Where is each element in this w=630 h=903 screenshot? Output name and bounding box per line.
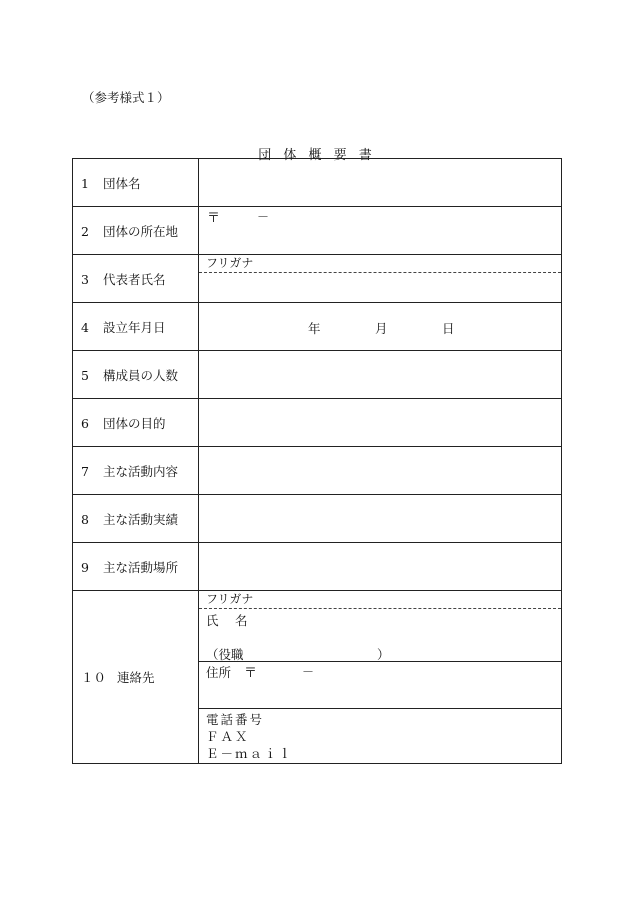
postal-dash: － <box>302 665 315 679</box>
row-label <box>73 303 199 351</box>
activities-field[interactable] <box>199 447 562 495</box>
table-row <box>73 303 562 351</box>
row-number: １０ <box>81 670 107 685</box>
row-label-text: 団体名 <box>103 175 141 191</box>
row-number: 2 <box>81 223 89 239</box>
postal-mark: 〒 <box>207 211 221 226</box>
contact-name-section[interactable] <box>199 591 561 662</box>
row-number: 5 <box>81 367 89 383</box>
year-label: 年 <box>308 321 321 336</box>
row-label <box>73 591 199 764</box>
table-row <box>73 399 562 447</box>
table-row <box>73 159 562 207</box>
position-label: （役職 <box>206 647 244 662</box>
email-label: Ｅ－ｍａｉｌ <box>206 746 294 761</box>
table-row <box>73 351 562 399</box>
table-row <box>73 495 562 543</box>
row-label-text: 構成員の人数 <box>103 367 179 383</box>
table-row <box>73 543 562 591</box>
row-label-text: 設立年月日 <box>103 319 166 335</box>
name-label: 氏 名 <box>206 613 250 628</box>
representative-name-field[interactable] <box>199 255 562 303</box>
position-close-paren: ） <box>377 647 390 662</box>
table-row <box>73 255 562 303</box>
row-number: 9 <box>81 559 89 575</box>
row-number: 4 <box>81 319 89 335</box>
contact-address-section[interactable] <box>199 662 561 709</box>
row-label-text: 団体の目的 <box>103 415 166 431</box>
furigana-label: フリガナ <box>199 255 561 273</box>
contact-phone-section[interactable] <box>199 709 561 763</box>
activity-place-field[interactable] <box>199 543 562 591</box>
row-label <box>73 159 199 207</box>
establishment-date-field[interactable] <box>199 303 562 351</box>
row-label <box>73 351 199 399</box>
phone-label: 電話番号 <box>206 712 265 727</box>
row-label-text: 主な活動実績 <box>103 511 179 527</box>
row-label <box>73 543 199 591</box>
row-number: 1 <box>81 175 89 191</box>
postal-dash: － <box>257 210 270 224</box>
contact-field <box>199 591 562 764</box>
row-label-text: 連絡先 <box>117 670 155 685</box>
organization-name-field[interactable] <box>199 159 562 207</box>
address-label: 住所 <box>206 665 232 680</box>
row-label <box>73 255 199 303</box>
row-number: 7 <box>81 463 89 479</box>
table-row <box>73 591 562 764</box>
row-label-text: 団体の所在地 <box>103 223 179 239</box>
row-number: 6 <box>81 415 89 431</box>
row-label-text: 主な活動場所 <box>103 559 179 575</box>
furigana-label: フリガナ <box>199 591 561 609</box>
row-label <box>73 495 199 543</box>
reference-label: （参考様式１） <box>82 90 170 105</box>
table-row <box>73 447 562 495</box>
day-label: 日 <box>442 321 455 336</box>
fax-label: ＦＡＸ <box>206 729 250 744</box>
row-label-text: 代表者氏名 <box>103 271 166 287</box>
document-title: 団 体 概 要 書 <box>258 148 376 163</box>
table-row <box>73 207 562 255</box>
row-label <box>73 399 199 447</box>
purpose-field[interactable] <box>199 399 562 447</box>
row-label <box>73 447 199 495</box>
postal-mark: 〒 <box>244 666 258 681</box>
row-label-text: 主な活動内容 <box>103 463 179 479</box>
row-number: 3 <box>81 271 89 287</box>
row-number: 8 <box>81 511 89 527</box>
achievements-field[interactable] <box>199 495 562 543</box>
member-count-field[interactable] <box>199 351 562 399</box>
organization-overview-table <box>72 158 562 764</box>
month-label: 月 <box>375 321 388 336</box>
organization-address-field[interactable] <box>199 207 562 255</box>
row-label <box>73 207 199 255</box>
